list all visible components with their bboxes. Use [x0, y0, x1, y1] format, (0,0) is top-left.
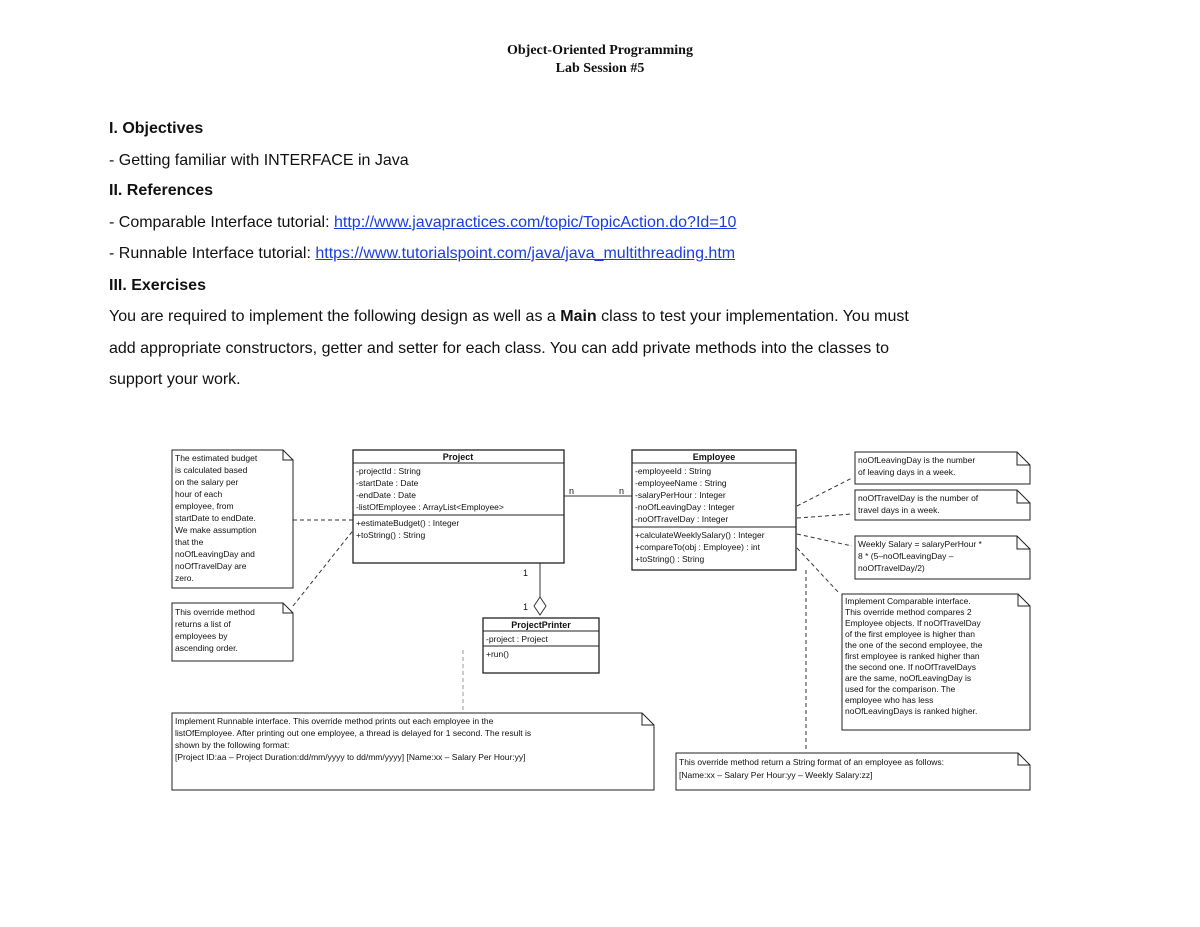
employee-attr-5: -noOfTravelDay : Integer: [635, 514, 729, 524]
runnable-note-line-4: [Project ID:aa – Project Duration:dd/mm/yyyy to dd/mm/yyyy] [Name:xx – Salary Per Hour:yy]: [175, 752, 526, 762]
project-attr-4: -listOfEmployee : ArrayList<Employee>: [356, 502, 504, 512]
leaving-note-line-1: noOfLeavingDay is the number: [858, 455, 976, 465]
exercises-line-2: add appropriate constructors, getter and setter for each class. You can add private methods into the classes to: [109, 340, 890, 357]
budget-note-line-7: We make assumption: [175, 525, 257, 535]
employee-attr-4: -noOfLeavingDay : Integer: [635, 502, 735, 512]
class-employee: [632, 450, 796, 570]
comparable-note-line-10: employee who has less: [845, 695, 934, 705]
comparable-note-line-1: Implement Comparable interface.: [845, 596, 971, 606]
project-attr-3: -endDate : Date: [356, 490, 417, 500]
leaving-note-line-2: of leaving days in a week.: [858, 467, 956, 477]
main-class-keyword: Main: [560, 308, 597, 325]
comparable-note-line-3: Employee objects. If noOfTravelDay: [845, 618, 981, 628]
employee-attr-1: -employeeId : String: [635, 466, 712, 476]
objectives-heading: I. Objectives: [109, 120, 204, 137]
printer-method-1: +run(): [486, 649, 509, 659]
employee-method-3: +toString() : String: [635, 554, 705, 564]
project-tostring-note-line-4: ascending order.: [175, 643, 238, 653]
comparable-note-line-11: noOfLeavingDays is ranked higher.: [845, 706, 978, 716]
project-method-2: +toString() : String: [356, 530, 426, 540]
comparable-note-line-7: the second one. If noOfTravelDays: [845, 662, 977, 672]
class-project: [353, 450, 564, 563]
runnable-note-line-2: listOfEmployee. After printing out one employee, a thread is delayed for 1 second. The result is: [175, 728, 532, 738]
travel-note-connector: [797, 514, 852, 518]
budget-note-line-1: The estimated budget: [175, 453, 258, 463]
budget-note-line-9: noOfLeavingDay and: [175, 549, 255, 559]
multiplicity-project-printer-top: 1: [523, 568, 529, 578]
document-title: Object-Oriented Programming: [507, 43, 693, 58]
leaving-note-connector: [797, 478, 852, 506]
multiplicity-project-employee-right: n: [619, 486, 625, 496]
budget-note-line-6: startDate to endDate.: [175, 513, 256, 523]
budget-note-line-2: is calculated based: [175, 465, 248, 475]
budget-note-line-10: noOfTravelDay are: [175, 561, 247, 571]
salary-note-line-2: 8 * (5–noOfLeavingDay –: [858, 551, 954, 561]
exercises-line-1-after: class to test your implementation. You must: [596, 308, 909, 325]
project-method-1: +estimateBudget() : Integer: [356, 518, 460, 528]
project-tostring-note-line-3: employees by: [175, 631, 228, 641]
runnable-tutorial-link[interactable]: https://www.tutorialspoint.com/java/java_multithreading.htm: [315, 245, 736, 262]
employee-attr-3: -salaryPerHour : Integer: [635, 490, 726, 500]
comparable-note-line-5: the one of the second employee, the: [845, 640, 983, 650]
budget-note-line-5: employee, from: [175, 501, 234, 511]
travel-note-line-1: noOfTravelDay is the number of: [858, 493, 979, 503]
class-project-printer: [483, 618, 599, 673]
note-leaving-day: [855, 452, 1030, 484]
budget-note-line-11: zero.: [175, 573, 194, 583]
travel-note-line-2: travel days in a week.: [858, 505, 940, 515]
note-travel-day: [855, 490, 1030, 520]
note-estimate-budget: [172, 450, 293, 588]
exercises-line-3: support your work.: [109, 371, 241, 388]
comparable-note-connector: [797, 548, 840, 594]
comparable-note-line-2: This override method compares 2: [845, 607, 972, 617]
document-subtitle: Lab Session #5: [555, 61, 645, 76]
runnable-note-line-1: Implement Runnable interface. This override method prints out each employee in the: [175, 716, 494, 726]
salary-note-line-3: noOfTravelDay/2): [858, 563, 925, 573]
budget-note-line-3: on the salary per: [175, 477, 239, 487]
employee-method-1: +calculateWeeklySalary() : Integer: [635, 530, 765, 540]
employee-method-2: +compareTo(obj : Employee) : int: [635, 542, 760, 552]
employee-tostring-note-line-2: [Name:xx – Salary Per Hour:yy – Weekly Salary:zz]: [679, 770, 873, 780]
multiplicity-project-employee-left: n: [569, 486, 575, 496]
note-employee-tostring: [676, 753, 1030, 790]
comparable-note-line-6: first employee is ranked higher than: [845, 651, 980, 661]
runnable-note-line-3: shown by the following format:: [175, 740, 290, 750]
comparable-tutorial-link[interactable]: http://www.javapractices.com/topic/TopicAction.do?Id=10: [334, 214, 737, 231]
comparable-note-line-8: are the same, noOfLeavingDay is: [845, 673, 972, 683]
printer-class-name: ProjectPrinter: [511, 620, 571, 630]
printer-attr-1: -project : Project: [486, 634, 548, 644]
objectives-item: - Getting familiar with INTERFACE in Java: [109, 152, 409, 169]
note-runnable: [172, 713, 654, 790]
multiplicity-project-printer-bottom: 1: [523, 602, 529, 612]
project-attr-1: -projectId : String: [356, 466, 421, 476]
project-tostring-note-line-1: This override method: [175, 607, 255, 617]
exercises-line-1-before: You are required to implement the following design as well as a: [109, 308, 561, 325]
project-attr-2: -startDate : Date: [356, 478, 419, 488]
note-weekly-salary: [855, 536, 1030, 579]
comparable-note-line-4: of the first employee is higher than: [845, 629, 975, 639]
tostring-note-connector: [293, 528, 355, 606]
aggregation-diamond: [534, 597, 546, 615]
reference-comparable-label: - Comparable Interface tutorial:: [109, 214, 334, 231]
salary-note-connector: [797, 534, 852, 546]
note-project-tostring: [172, 603, 293, 661]
note-comparable: [842, 594, 1030, 730]
references-heading: II. References: [109, 182, 214, 199]
employee-class-name: Employee: [692, 452, 736, 462]
project-class-name: Project: [442, 452, 474, 462]
budget-note-line-8: that the: [175, 537, 204, 547]
employee-attr-2: -employeeName : String: [635, 478, 727, 488]
salary-note-line-1: Weekly Salary = salaryPerHour *: [858, 539, 982, 549]
reference-runnable-label: - Runnable Interface tutorial:: [109, 245, 316, 262]
budget-note-line-4: hour of each: [175, 489, 223, 499]
employee-tostring-note-line-1: This override method return a String format of an employee as follows:: [679, 757, 945, 767]
project-tostring-note-line-2: returns a list of: [175, 619, 231, 629]
comparable-note-line-9: used for the comparison. The: [845, 684, 956, 694]
exercises-heading: III. Exercises: [109, 277, 206, 294]
